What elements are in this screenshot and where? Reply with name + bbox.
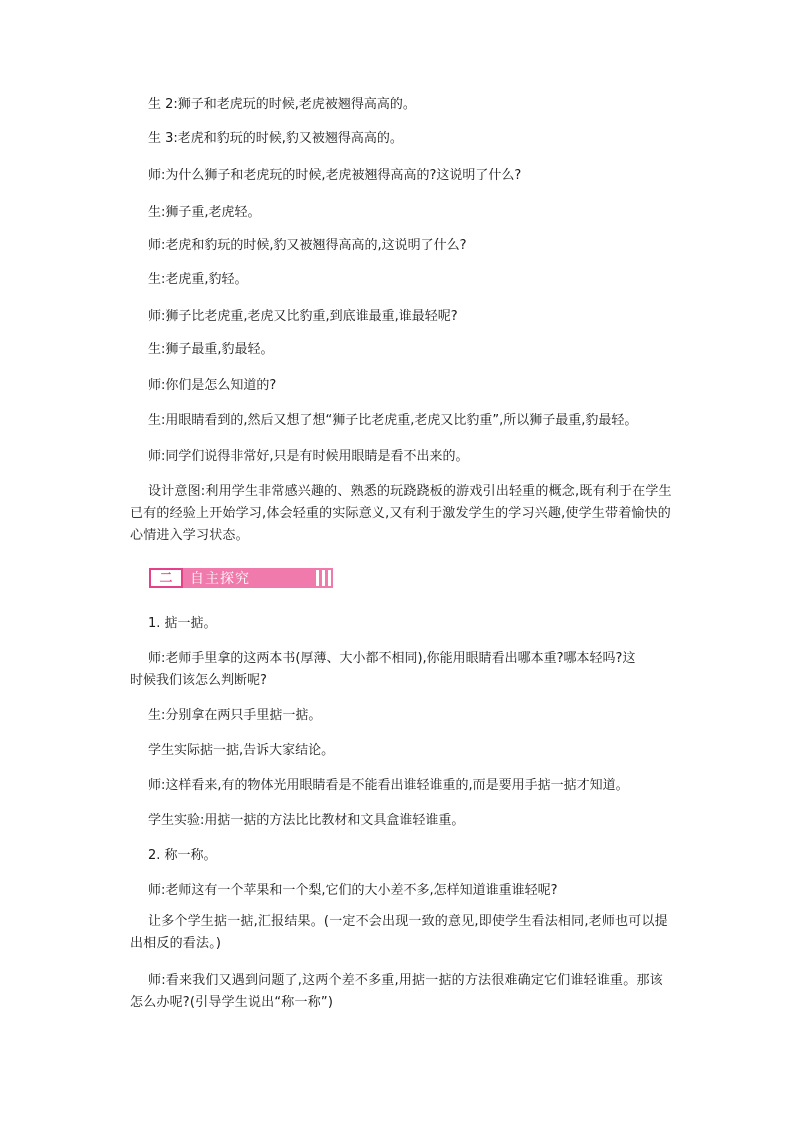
paragraph-report: 让多个学生掂一掂,汇报结果。(一定不会出现一致的意见,即使学生看法相同,老师也可以提出相反的看法。) xyxy=(130,914,668,951)
dialogue-line: 师:你们是怎么知道的? xyxy=(148,378,277,393)
dialogue-line: 生:狮子重,老虎轻。 xyxy=(148,205,261,220)
dialogue-line: 师:老虎和豹玩的时候,豹又被翘得高高的,这说明了什么? xyxy=(148,238,467,253)
dialogue-line: 师:狮子比老虎重,老虎又比豹重,到底谁最重,谁最轻呢? xyxy=(148,309,458,324)
dialogue-line: 师:这样看来,有的物体光用眼睛看是不能看出谁轻谁重的,而是要用手掂一掂才知道。 xyxy=(148,778,629,793)
dialogue-line: 师:老师这有一个苹果和一个梨,它们的大小差不多,怎样知道谁重谁轻呢? xyxy=(148,883,558,898)
decorative-stripes xyxy=(316,570,331,586)
dialogue-line: 师:老师手里拿的这两本书(厚薄、大小都不相同),你能用眼睛看出哪本重?哪本轻吗?这 xyxy=(148,651,636,666)
dialogue-line: 师:为什么狮子和老虎玩的时候,老虎被翘得高高的?这说明了什么? xyxy=(148,168,522,183)
section-title: 自主探究 xyxy=(190,571,250,587)
design-intent-paragraph: 设计意图:利用学生非常感兴趣的、熟悉的玩跷跷板的游戏引出轻重的概念,既有利于在学生已有的经验上开始学习,体会轻重的实际意义,又有利于激发学生的学习兴趣,使学生带着愉快的心情进入学习状态。 xyxy=(130,484,672,543)
paragraph-question: 师:看来我们又遇到问题了,这两个差不多重,用掂一掂的方法很难确定它们谁轻谁重。那该怎么办呢?(引导学生说出“称一称”) xyxy=(130,973,663,1010)
dialogue-line: 生:狮子最重,豹最轻。 xyxy=(148,342,274,357)
dialogue-line: 生:用眼睛看到的,然后又想了想“狮子比老虎重,老虎又比豹重”,所以狮子最重,豹最轻。 xyxy=(148,413,638,428)
dialogue-line: 生:老虎重,豹轻。 xyxy=(148,272,248,287)
subheading-1: 1. 掂一掂。 xyxy=(148,616,217,631)
dialogue-line: 生:分别拿在两只手里掂一掂。 xyxy=(148,708,322,723)
section-number: 二 xyxy=(149,568,183,588)
section-banner xyxy=(149,568,333,588)
section-title-bar xyxy=(183,568,333,588)
dialogue-line-cont: 时候我们该怎么判断呢? xyxy=(130,673,267,688)
dialogue-line: 生 2:狮子和老虎玩的时候,老虎被翘得高高的。 xyxy=(148,97,416,112)
dialogue-line: 学生实际掂一掂,告诉大家结论。 xyxy=(148,743,335,758)
dialogue-line: 学生实验:用掂一掂的方法比比教材和文具盒谁轻谁重。 xyxy=(148,813,465,828)
dialogue-line: 师:同学们说得非常好,只是有时候用眼睛是看不出来的。 xyxy=(148,449,469,464)
dialogue-line: 生 3:老虎和豹玩的时候,豹又被翘得高高的。 xyxy=(148,131,403,146)
subheading-2: 2. 称一称。 xyxy=(148,848,217,863)
